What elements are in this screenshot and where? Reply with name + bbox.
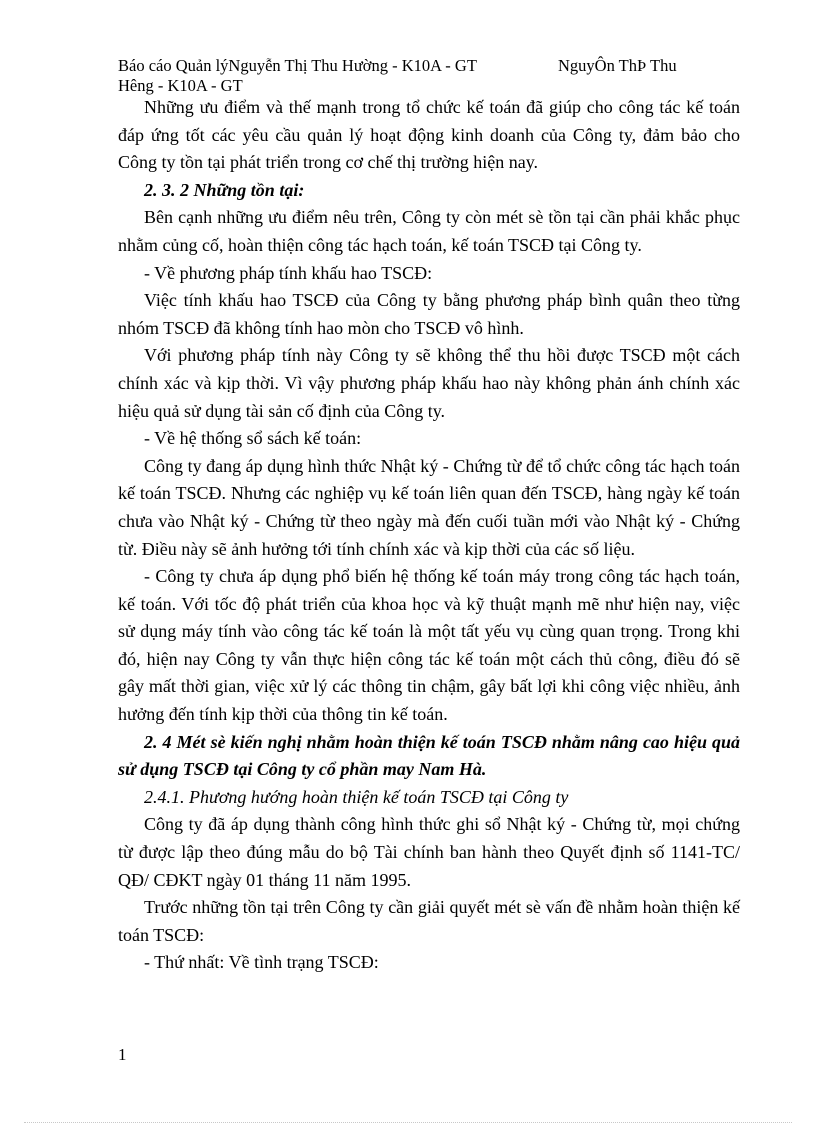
- section-heading-recommendations: 2. 4 Mét sè kiến nghị nhằm hoàn thiện kế toán TSCĐ nhằm nâng cao hiệu quả sử dụng TSCĐ tại Công ty cổ phần may Nam Hà.: [118, 731, 740, 780]
- paragraph-computer-accounting: - Công ty chưa áp dụng phổ biến hệ thống kế toán máy trong công tác hạch toán, kế toán. Với tốc độ phát triển của khoa học và kỹ thuật mạnh mẽ như hiện nay, việc sử dụng máy tính vào công tác kế toán là một tất yếu vụ cùng quan trọng. Trong khi đó, hiện nay Công ty vẫn thực hiện công tác kế toán một cách thủ công, điều đó sẽ gây mất thời gian, việc xử lý các thông tin chậm, gây bất lợi khi công việc nhiều, ảnh hưởng đến tính kịp thời của thông tin kế toán.: [118, 566, 740, 725]
- paragraph-depreciation-calculation: Việc tính khấu hao TSCĐ của Công ty bằng phương pháp bình quân theo từng nhóm TSCĐ đã không tính hao mòn cho TSCĐ vô hình.: [118, 290, 740, 338]
- paragraph-applied-form: Công ty đã áp dụng thành công hình thức ghi sổ Nhật ký - Chứng từ, mọi chứng từ được lập theo đúng mẫu do bộ Tài chính ban hành theo Quyết định số 1141-TC/ QĐ/ CĐKT ngày 01 tháng 11 năm 1995.: [118, 814, 740, 890]
- page-number: 1: [118, 1045, 127, 1064]
- bullet-accounting-books: - Về hệ thống sổ sách kế toán:: [144, 428, 362, 449]
- header-left-text: Báo cáo Quản lýNguyễn Thị Thu Hường - K10A - GT: [118, 56, 477, 75]
- paragraph-limitations-intro: Bên cạnh những ưu điểm nêu trên, Công ty còn mét sè tồn tại cần phải khắc phục nhằm củng cố, hoàn thiện công tác hạch toán, kế toán TSCĐ tại Công ty.: [118, 207, 740, 255]
- section-heading-limitations: 2. 3. 2 Những tồn tại:: [144, 179, 305, 200]
- bullet-first-asset-status: - Thứ nhất: Về tình trạng TSCĐ:: [144, 952, 379, 973]
- paragraph-strengths-summary: Những ưu điểm và thế mạnh trong tổ chức kế toán đã giúp cho công tác kế toán đáp ứng tốt các yêu cầu quản lý hoạt động kinh doanh của Công ty, đảm bảo cho Công ty tồn tại phát triển trong cơ chế thị trường hiện nay.: [118, 97, 740, 173]
- paragraph-journal-vouchers: Công ty đang áp dụng hình thức Nhật ký - Chứng từ để tổ chức công tác hạch toán kế toán TSCĐ. Nhưng các nghiệp vụ kế toán liên quan đến TSCĐ, hàng ngày kế toán chưa vào Nhật ký - Chứng từ theo ngày mà đến cuối tuần mới vào Nhật ký - Chứng từ. Điều này sẽ ảnh hưởng tới tính chính xác và kịp thời của các số liệu.: [118, 455, 740, 559]
- bullet-depreciation-method: - Về phương pháp tính khấu hao TSCĐ:: [144, 262, 433, 283]
- body-text: [118, 94, 740, 977]
- paragraph-depreciation-consequence: Với phương pháp tính này Công ty sẽ không thể thu hồi được TSCĐ một cách chính xác và kịp thời. Vì vậy phương pháp khấu hao này không phản ánh chính xác hiệu quả sử dụng tài sản cố định của Công ty.: [118, 345, 740, 421]
- subsection-heading-direction: 2.4.1. Phương hướng hoàn thiện kế toán TSCĐ tại Công ty: [144, 786, 569, 807]
- header-second-line: Hêng - K10A - GT: [118, 76, 243, 95]
- header-right-text: NguyÔn ThÞ Thu: [558, 56, 677, 75]
- paragraph-issues-to-solve: Trước những tồn tại trên Công ty cần giải quyết mét sè vấn đề nhằm hoàn thiện kế toán TSCĐ:: [118, 897, 740, 945]
